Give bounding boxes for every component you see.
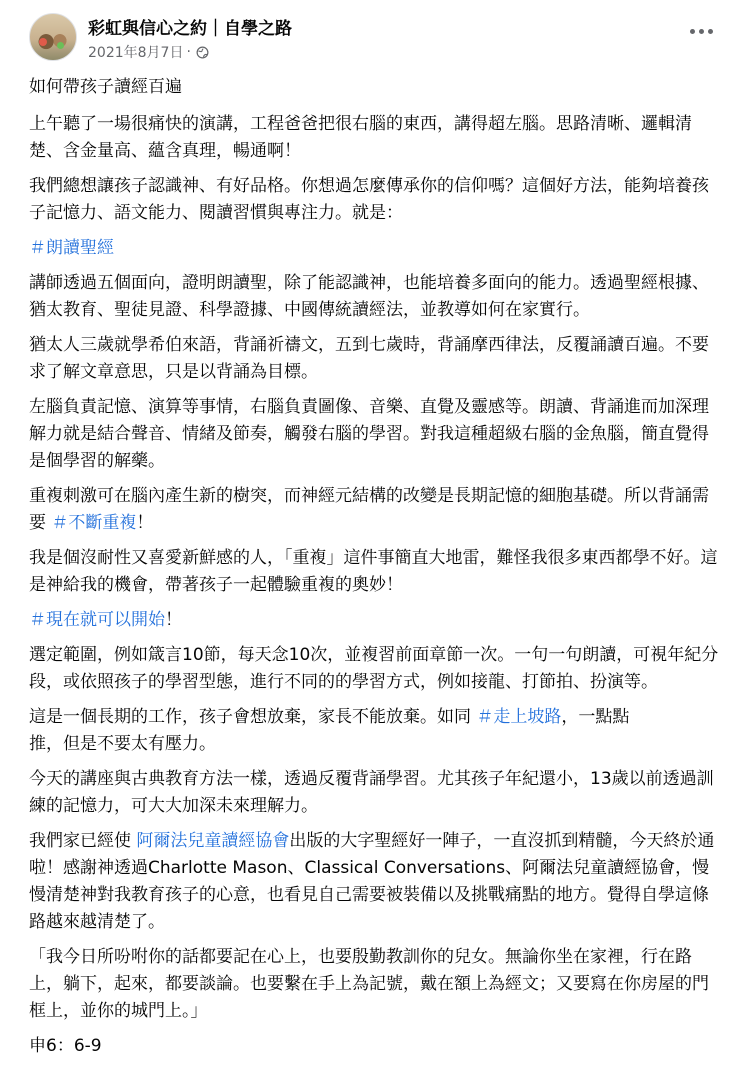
paragraph-classical: 今天的講座與古典教育方法一樣，透過反覆背誦學習。尤其孩子年紀還小，13歲以前透過訓練的記憶力，可大大加深未來理解力。 (29, 769, 714, 816)
paragraph-start: ＃現在就可以開始！ (29, 610, 182, 630)
paragraph-jewish: 猶太人三歲就學希伯來語，背誦祈禱文，五到七歲時，背誦摩西律法，反覆誦讀百遍。不要求了解文章意思，只是以背誦為目標。 (29, 335, 709, 382)
paragraph-faith: 我們總想讓孩子認識神、有好品格。你想過怎麼傳承你的信仰嗎？這個好方法，能夠培養孩子記憶力、語文能力、閱讀習慣與專注力。就是： (29, 176, 709, 223)
post-meta (88, 42, 209, 62)
post-title: 如何帶孩子讀經百遍 (29, 77, 182, 97)
scripture-reference: 申6：6-9 (29, 1036, 102, 1056)
association-link[interactable]: 阿爾法兒童讀經協會 (136, 831, 290, 851)
page-name[interactable]: 彩虹與信心之約｜自學之路 (88, 19, 292, 39)
scripture-quote: 「我今日所吩咐你的話都要記在心上，也要殷勤教訓你的兒女。無論你坐在家裡，行在路上，躺下，起來，都要談論。也要繫在手上為記號，戴在額上為經文；又要寫在你房屋的門框上，並你的城門上。」 (29, 947, 709, 1021)
post-header (0, 0, 738, 66)
paragraph-method: 選定範圍，例如箴言10節，每天念10次，並複習前面章節一次。一句一句朗讀，可視年紀分段，或依照孩子的學習型態，進行不同的的學習方式，例如接龍、打節拍、扮演等。 (29, 645, 719, 692)
paragraph-family: 我們家已經使 阿爾法兒童讀經協會出版的大字聖經好一陣子，一直沒抓到精髓，今天終於通啦！感謝神透過Charlotte Mason、Classical Conversations、阿爾法兒童讀經協會，慢慢清楚神對我教育孩子的心意，也看見自己需要被裝備以及挑戰痛點的地方。覺得自學這條路越來越清楚了。 (29, 831, 715, 932)
meta-separator: · (186, 44, 191, 60)
page-avatar[interactable] (29, 13, 77, 61)
paragraph-patience: 我是個沒耐性又喜愛新鮮感的人，「重複」這件事簡直大地雷，難怪我很多東西都學不好。這是神給我的機會，帶著孩子一起體驗重複的奧妙！ (29, 548, 718, 595)
post-date[interactable]: 2021年8月7日 (88, 45, 184, 61)
hashtag-start-now[interactable]: ＃現在就可以開始 (29, 610, 165, 630)
globe-icon[interactable] (196, 46, 209, 59)
paragraph-lecture: 上午聽了一場很痛快的演講，工程爸爸把很右腦的東西，講得超左腦。思路清晰、邏輯清楚、含金量高、蘊含真理，暢通啊！ (29, 114, 692, 161)
paragraph-five-aspects: 講師透過五個面向，證明朗讀聖，除了能認識神，也能培養多面向的能力。透過聖經根據、猶太教育、聖徒見證、科學證據、中國傳統讀經法，並教導如何在家實行。 (29, 273, 709, 320)
more-horizontal-icon[interactable] (688, 24, 714, 38)
hashtag-reading-bible[interactable]: ＃朗讀聖經 (29, 238, 114, 258)
hashtag-keep-repeating[interactable]: ＃不斷重複 (51, 513, 137, 533)
hashtag-uphill[interactable]: ＃走上坡路 (476, 707, 562, 727)
paragraph-long-term: 這是一個長期的工作，孩子會想放棄，家長不能放棄。如同 ＃走上坡路，一點點 推，但是不要太有壓力。 (29, 707, 630, 754)
post-body (29, 74, 719, 1068)
paragraph-repetition: 重複刺激可在腦內產生新的樹突，而神經元結構的改變是長期記憶的細胞基礎。所以背誦需要 ＃不斷重複！ (29, 486, 709, 533)
paragraph-brain: 左腦負責記憶、演算等事情，右腦負責圖像、音樂、直覺及靈感等。朗讀、背誦進而加深理解力就是結合聲音、情緒及節奏，觸發右腦的學習。對我這種超級右腦的金魚腦，簡直覺得是個學習的解藥。 (29, 397, 709, 471)
